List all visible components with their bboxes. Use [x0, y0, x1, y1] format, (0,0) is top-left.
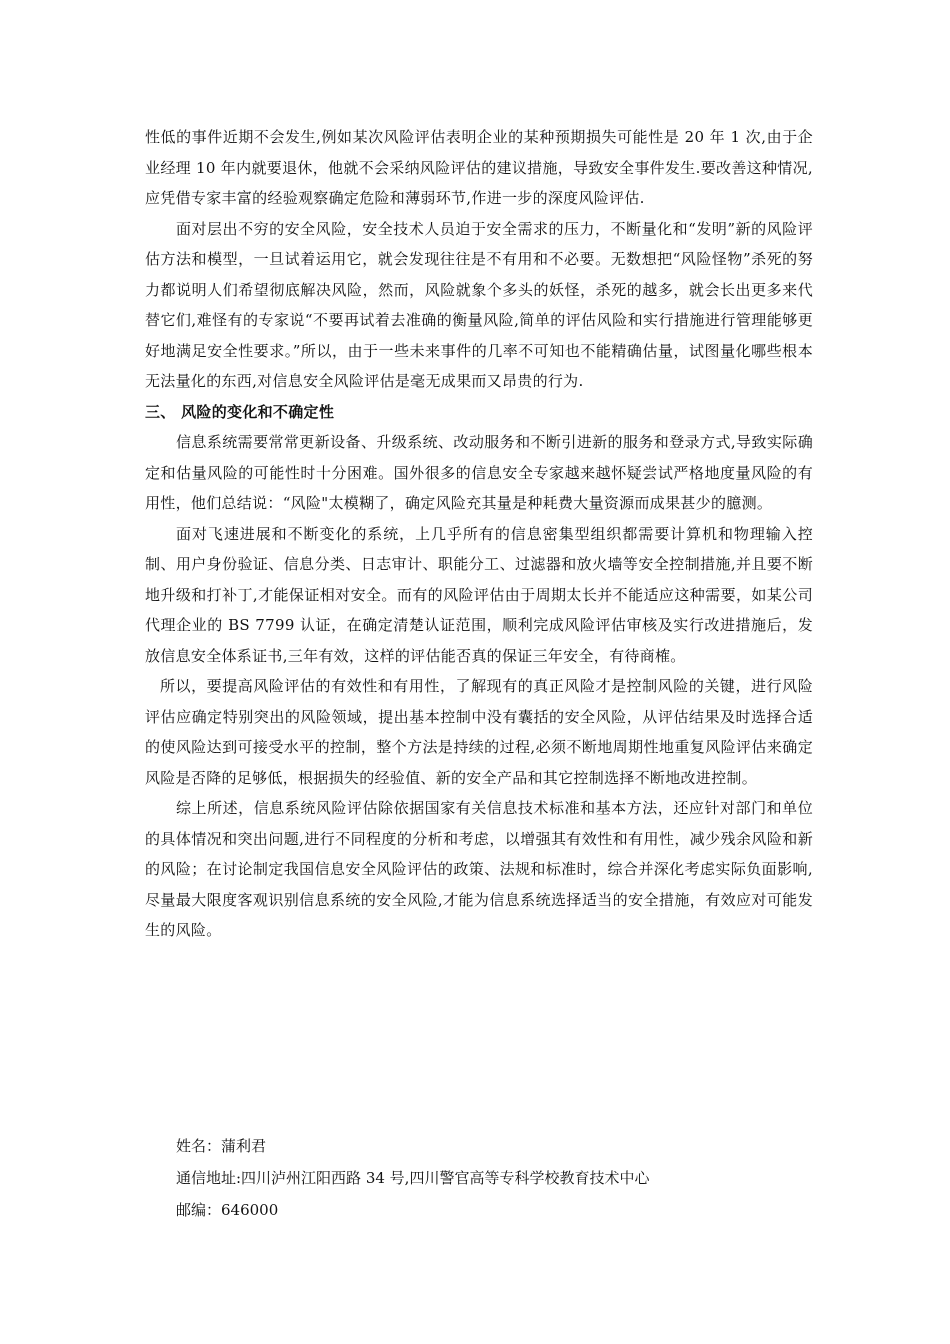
document-body [145, 122, 813, 946]
paragraph-system-changes: 信息系统需要常常更新设备、升级系统、改动服务和不断引进新的服务和登录方式,导致实际确定和估量风险的可能性时十分困难。国外很多的信息安全专家越来越怀疑尝试严格地度量风险的有用性，他们总结说：“风险"太模糊了，确定风险充其量是种耗费大量资源而成果甚少的臆测。 [145, 433, 813, 512]
paragraph-rapid-development: 面对飞速进展和不断变化的系统，上几乎所有的信息密集型组织都需要计算机和物理输入控制、用户身份验证、信息分类、日志审计、职能分工、过滤器和放火墙等安全控制措施,并且要不断地升级和打补丁,才能保证相对安全。而有的风险评估由于周期太长并不能适应这种需要，如某公司代理企业的 BS 7799 认证，在确定清楚认证范围，顺利完成风险评估审核及实行改进措施后，发放信息安全体系证书,三年有效，这样的评估能否真的保证三年安全，有待商榷。 [145, 524, 813, 665]
paragraph-conclusion: 综上所述，信息系统风险评估除依据国家有关信息技术标准和基本方法，还应针对部门和单位的具体情况和突出问题,进行不同程度的分析和考虑，以增强其有效性和有用性，减少残余风险和新的风险；在讨论制定我国信息安全风险评估的政策、法规和标准时，综合并深化考虑实际负面影响,尽量最大限度客观识别信息系统的安全风险,才能为信息系统选择适当的安全措施，有效应对可能发生的风险。 [145, 799, 813, 939]
paragraph-effectiveness: 所以，要提高风险评估的有效性和有用性，了解现有的真正风险才是控制风险的关键，进行风险评估应确定特别突出的风险领域，提出基本控制中没有囊括的安全风险，从评估结果及时选择合适的使风险达到可接受水平的控制，整个方法是持续的过程,必须不断地周期性地重复风险评估来确定风险是否降的足够低，根据损失的经验值、新的安全产品和其它控制选择不断地改进控制。 [145, 677, 813, 787]
author-address: 通信地址:四川泸州江阳西路 34 号,四川警官高等专科学校教育技术中心 [176, 1169, 650, 1187]
paragraph-continuation: 性低的事件近期不会发生,例如某次风险评估表明企业的某种预期损失可能性是 20 年 1 次,由于企业经理 10 年内就要退休，他就不会采纳风险评估的建议措施，导致安全事件发生.要改善这种情况,应凭借专家丰富的经验观察确定危险和薄弱环节,作进一步的深度风险评估. [145, 128, 813, 207]
section-heading-3: 三、 风险的变化和不确定性 [145, 402, 335, 421]
author-contact-block [176, 1130, 816, 1226]
author-name: 姓名：蒲利君 [176, 1137, 267, 1155]
paragraph-quantification: 面对层出不穷的安全风险，安全技术人员迫于安全需求的压力，不断量化和“发明”新的风险评估方法和模型，一旦试着运用它，就会发现往往是不有用和不必要。无数想把“风险怪物”杀死的努力都说明人们希望彻底解决风险，然而，风险就象个多头的妖怪，杀死的越多，就会长出更多来代替它们,难怪有的专家说“不要再试着去准确的衡量风险,简单的评估风险和实行措施进行管理能够更好地满足安全性要求。”所以，由于一些未来事件的几率不可知也不能精确估量，试图量化哪些根本无法量化的东西,对信息安全风险评估是毫无成果而又昂贵的行为. [145, 219, 813, 390]
author-postcode: 邮编：646000 [176, 1201, 279, 1219]
